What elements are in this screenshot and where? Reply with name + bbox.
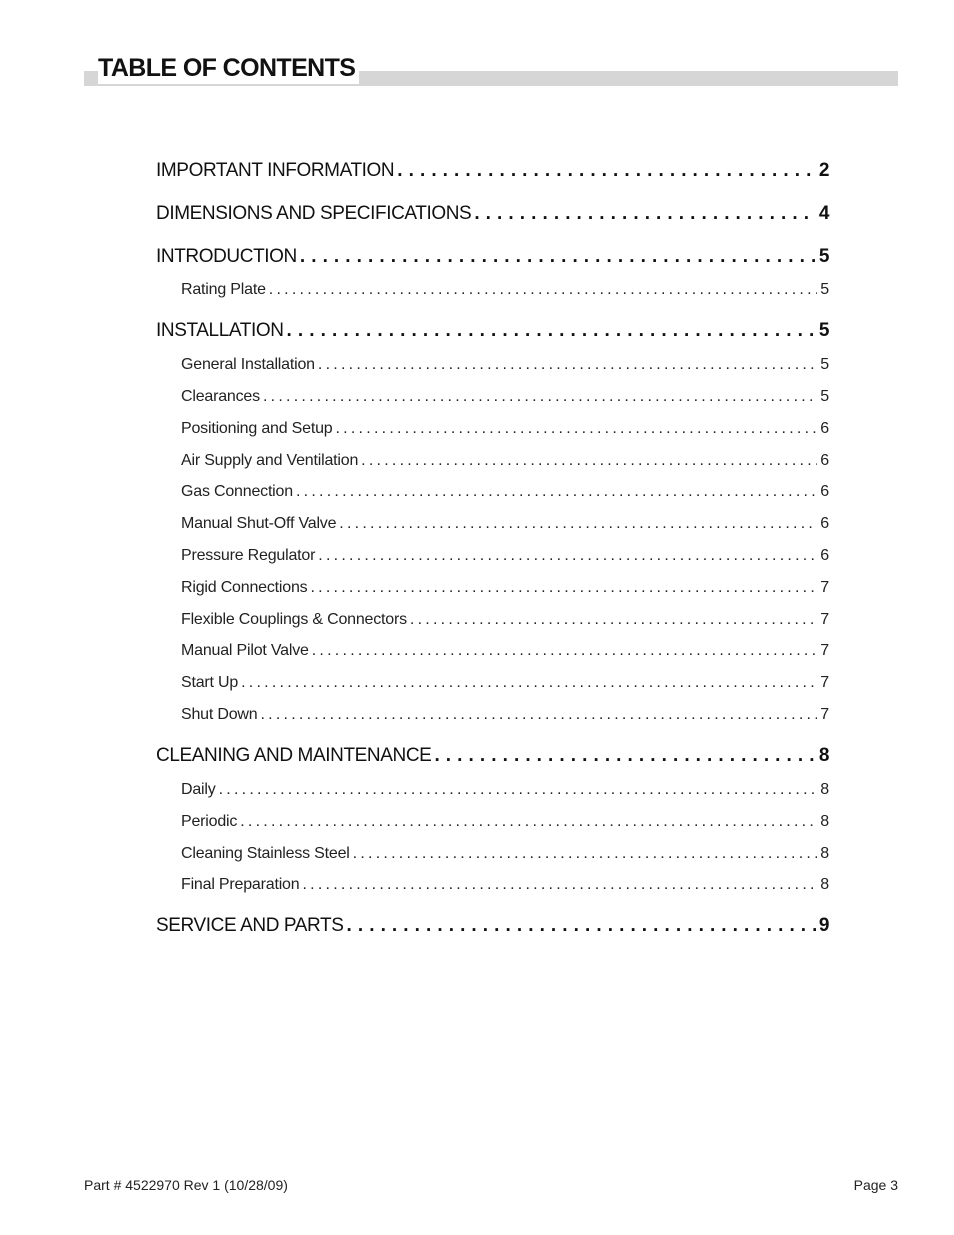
toc-entry-manual-pilot-valve[interactable]	[181, 641, 829, 661]
dot-leader	[260, 705, 817, 725]
toc-entry-gas-connection[interactable]	[181, 482, 829, 502]
dot-leader	[312, 641, 818, 661]
toc-entry-label: Flexible Couplings & Connectors	[181, 611, 407, 628]
toc-entry-label: INTRODUCTION	[156, 246, 297, 267]
toc-entry-page: 6	[820, 515, 829, 532]
dot-leader	[241, 673, 817, 693]
dot-leader	[339, 514, 817, 534]
dot-leader	[302, 875, 817, 895]
toc-entry-flexible-couplings-connectors[interactable]	[181, 610, 829, 630]
toc-entry-label: Daily	[181, 781, 216, 798]
toc-entry-rigid-connections[interactable]	[181, 578, 829, 598]
table-of-contents	[156, 0, 829, 1000]
toc-entry-pressure-regulator[interactable]	[181, 546, 829, 566]
toc-entry-periodic[interactable]	[181, 812, 829, 832]
toc-entry-manual-shut-off-valve[interactable]	[181, 514, 829, 534]
dot-leader	[296, 482, 817, 502]
toc-entry-daily[interactable]	[181, 780, 829, 800]
toc-entry-introduction[interactable]	[156, 245, 829, 269]
toc-entry-label: Clearances	[181, 388, 260, 405]
dot-leader	[219, 780, 818, 800]
dot-leader	[300, 245, 816, 269]
toc-entry-label: Start Up	[181, 674, 239, 691]
toc-entry-final-preparation[interactable]	[181, 875, 829, 895]
dot-leader	[263, 387, 817, 407]
toc-entry-page: 8	[820, 845, 829, 862]
toc-entry-label: Shut Down	[181, 706, 258, 723]
toc-entry-service-and-parts[interactable]	[156, 914, 829, 938]
dot-leader	[318, 546, 817, 566]
toc-entry-shut-down[interactable]	[181, 705, 829, 725]
toc-entry-label: Air Supply and Ventilation	[181, 452, 359, 469]
toc-entry-start-up[interactable]	[181, 673, 829, 693]
toc-entry-label: Manual Shut-Off Valve	[181, 515, 337, 532]
toc-entry-page: 6	[820, 420, 829, 437]
toc-entry-label: Rigid Connections	[181, 579, 308, 596]
dot-leader	[310, 578, 817, 598]
toc-entry-page: 6	[820, 483, 829, 500]
toc-entry-label: Final Preparation	[181, 876, 300, 893]
toc-entry-page: 8	[820, 876, 829, 893]
toc-entry-label: Rating Plate	[181, 281, 266, 298]
dot-leader	[410, 610, 817, 630]
toc-entry-page: 5	[820, 281, 829, 298]
toc-entry-cleaning-stainless-steel[interactable]	[181, 844, 829, 864]
dot-leader	[474, 202, 816, 226]
toc-entry-label: Pressure Regulator	[181, 547, 316, 564]
toc-entry-page: 7	[820, 674, 829, 691]
toc-entry-page: 4	[818, 203, 829, 224]
dot-leader	[347, 914, 816, 938]
toc-entry-page: 7	[820, 611, 829, 628]
dot-leader	[318, 355, 817, 375]
dot-leader	[240, 812, 817, 832]
toc-entry-page: 7	[820, 642, 829, 659]
toc-entry-label: Periodic	[181, 813, 238, 830]
page-title: TABLE OF CONTENTS	[98, 52, 359, 84]
toc-entry-rating-plate[interactable]	[181, 280, 829, 300]
dot-leader	[397, 159, 816, 183]
toc-entry-label: General Installation	[181, 356, 315, 373]
dot-leader	[335, 419, 817, 439]
footer-part-number: Part # 4522970 Rev 1 (10/28/09)	[84, 1177, 288, 1193]
toc-entry-page: 6	[820, 452, 829, 469]
toc-entry-positioning-and-setup[interactable]	[181, 419, 829, 439]
toc-entry-important-information[interactable]	[156, 159, 829, 183]
toc-entry-label: Positioning and Setup	[181, 420, 333, 437]
toc-entry-page: 5	[820, 388, 829, 405]
toc-entry-label: Cleaning Stainless Steel	[181, 845, 350, 862]
dot-leader	[287, 319, 816, 343]
toc-entry-installation[interactable]	[156, 319, 829, 343]
toc-entry-label: Gas Connection	[181, 483, 293, 500]
toc-entry-page: 8	[820, 781, 829, 798]
toc-entry-page: 2	[818, 160, 829, 181]
toc-entry-label: Manual Pilot Valve	[181, 642, 309, 659]
toc-entry-dimensions-and-specifications[interactable]	[156, 202, 829, 226]
toc-entry-page: 7	[820, 706, 829, 723]
toc-entry-clearances[interactable]	[181, 387, 829, 407]
toc-entry-page: 8	[818, 745, 829, 766]
toc-entry-label: DIMENSIONS AND SPECIFICATIONS	[156, 203, 472, 224]
toc-entry-page: 7	[820, 579, 829, 596]
toc-entry-page: 8	[820, 813, 829, 830]
toc-entry-page: 9	[818, 915, 829, 936]
toc-entry-general-installation[interactable]	[181, 355, 829, 375]
toc-entry-label: CLEANING AND MAINTENANCE	[156, 745, 432, 766]
dot-leader	[361, 451, 817, 471]
toc-entry-air-supply-and-ventilation[interactable]	[181, 451, 829, 471]
toc-entry-cleaning-and-maintenance[interactable]	[156, 744, 829, 768]
dot-leader	[434, 744, 815, 768]
footer-page-number: Page 3	[853, 1177, 898, 1193]
toc-entry-page: 5	[818, 246, 829, 267]
toc-entry-page: 5	[818, 320, 829, 341]
toc-entry-page: 5	[820, 356, 829, 373]
toc-entry-label: INSTALLATION	[156, 320, 284, 341]
toc-entry-label: SERVICE AND PARTS	[156, 915, 344, 936]
dot-leader	[353, 844, 818, 864]
toc-entry-label: IMPORTANT INFORMATION	[156, 160, 395, 181]
dot-leader	[269, 280, 818, 300]
toc-entry-page: 6	[820, 547, 829, 564]
